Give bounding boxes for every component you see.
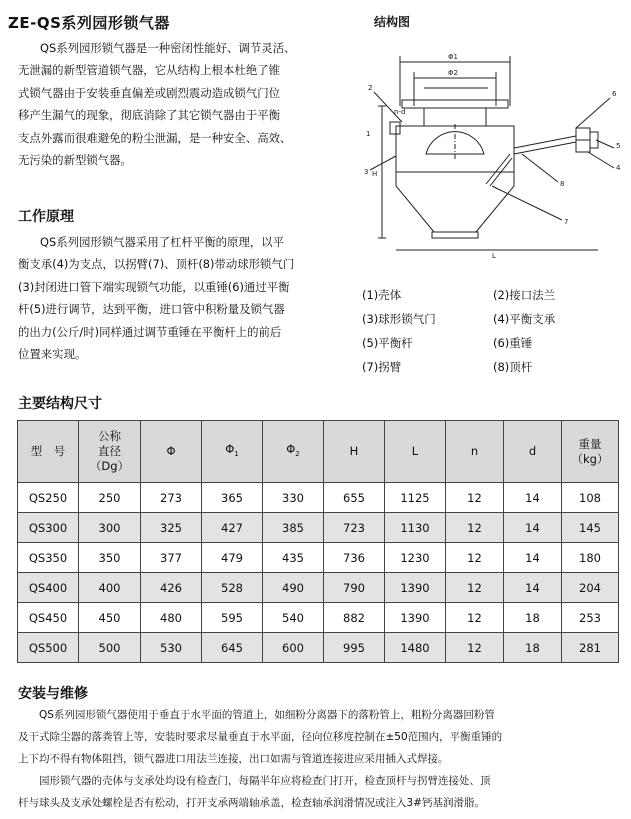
table-row	[18, 513, 619, 543]
intro-line: 无污染的新型锁气器。	[18, 153, 132, 168]
phi-symbol: Φ	[225, 441, 235, 456]
table-cell: QS300	[18, 513, 79, 543]
intro-line: 无泄漏的新型管道锁气器，它从结构上根本杜绝了锥	[18, 63, 280, 78]
col-header-d: d	[504, 421, 562, 483]
legend-item: (3)球形锁气门	[362, 312, 436, 326]
nd-label: n-d	[394, 108, 406, 116]
install-line: 杆与球头及支承处螺栓是否有松动，打开支承两端轴承盖，检查轴承润滑情况或注入3#钙基润滑脂。	[18, 797, 485, 809]
table-cell: 1480	[385, 633, 446, 663]
table-cell: 180	[562, 543, 619, 573]
legend-item: (2)接口法兰	[493, 288, 556, 302]
table-cell: 18	[504, 603, 562, 633]
table-cell: 645	[202, 633, 263, 663]
table-cell: 145	[562, 513, 619, 543]
dimensions-table	[17, 420, 619, 663]
table-cell: QS250	[18, 483, 79, 513]
install-line: 园形锁气器的壳体与支承处均设有检查门，每隔半年应将检查门打开，检查顶杆与拐臂连接处、顶	[18, 775, 491, 787]
principle-line: 位置来实现。	[18, 347, 87, 362]
table-cell: QS500	[18, 633, 79, 663]
intro-line: QS系列园形锁气器是一种密闭性能好、调节灵活、	[40, 41, 296, 55]
table-cell: 204	[562, 573, 619, 603]
table-cell: 350	[79, 543, 141, 573]
col-header-dg	[79, 421, 141, 483]
table-cell: 325	[141, 513, 202, 543]
principle-line: 的出力(公斤/时)同样通过调节重锤在平衡杆上的前后	[18, 324, 282, 339]
table-cell: 300	[79, 513, 141, 543]
callout-label: 6	[612, 90, 617, 98]
intro-line: 支点外露而很难避免的粉尘泄漏，是一种安全、高效、	[18, 130, 292, 145]
col-header-n: n	[446, 421, 504, 483]
page-title: ZE-QS系列园形锁气器	[8, 14, 170, 32]
table-cell: 14	[504, 513, 562, 543]
table-cell: 14	[504, 543, 562, 573]
header-line: 公称	[98, 429, 121, 443]
principle-line: QS系列园形锁气器采用了杠杆平衡的原理，以平	[40, 235, 285, 249]
col-header-weight	[562, 421, 619, 483]
install-title: 安装与维修	[18, 686, 88, 702]
table-cell: 14	[504, 483, 562, 513]
table-cell: 12	[446, 483, 504, 513]
table-cell: 479	[202, 543, 263, 573]
diagram-title: 结构图	[374, 15, 411, 29]
table-cell: 600	[263, 633, 324, 663]
principle-paragraph	[18, 231, 358, 365]
principle-line: 衡支承(4)为支点，以拐臂(7)、顶杆(8)带动球形锁气门	[18, 257, 295, 272]
table-cell: 1230	[385, 543, 446, 573]
table-cell: 435	[263, 543, 324, 573]
table-cell: 1390	[385, 603, 446, 633]
install-paragraph	[18, 704, 628, 814]
phi-symbol: Φ	[286, 441, 296, 456]
callout-label: 5	[616, 142, 621, 150]
header-line: （kg）	[571, 451, 609, 466]
table-cell: 790	[324, 573, 385, 603]
col-header-h: H	[324, 421, 385, 483]
table-cell: 12	[446, 603, 504, 633]
intro-line: 式锁气器由于安装垂直偏差或剧烈震动造成锁气门位	[18, 85, 280, 100]
table-cell: 450	[79, 603, 141, 633]
install-line: QS系列园形锁气器使用于垂直于水平面的管道上，如细粉分离器下的落粉管上，粗粉分离器回粉管	[18, 709, 495, 721]
table-cell: 530	[141, 633, 202, 663]
phi2-label: Φ2	[448, 69, 458, 77]
balance-lever	[514, 136, 576, 148]
table-cell: 12	[446, 573, 504, 603]
table-cell: 250	[79, 483, 141, 513]
table-cell: 12	[446, 633, 504, 663]
table-cell: 253	[562, 603, 619, 633]
table-cell: 281	[562, 633, 619, 663]
legend-row	[362, 331, 624, 355]
table-cell: 12	[446, 513, 504, 543]
table-cell: 1125	[385, 483, 446, 513]
legend-item: (8)顶杆	[493, 360, 533, 374]
table-cell: 330	[263, 483, 324, 513]
col-header-phi: Φ	[141, 421, 202, 483]
callout-label: 7	[564, 218, 569, 226]
header-line: 重量	[578, 436, 602, 451]
table-cell: 540	[263, 603, 324, 633]
intro-line: 移产生漏气的现象，彻底消除了其它锁气器由于平衡	[18, 108, 280, 123]
callout-label: 8	[560, 180, 565, 188]
principle-line: (3)封闭进口管下端实现锁气功能，以重锤(6)通过平衡	[18, 279, 290, 294]
table-cell: 500	[79, 633, 141, 663]
table-row	[18, 603, 619, 633]
intro-paragraph	[18, 37, 353, 171]
table-cell: 528	[202, 573, 263, 603]
header-line: 直径	[98, 444, 121, 458]
table-cell: 1390	[385, 573, 446, 603]
table-cell: 995	[324, 633, 385, 663]
table-cell: 14	[504, 573, 562, 603]
table-cell: 400	[79, 573, 141, 603]
table-cell: 595	[202, 603, 263, 633]
col-header-phi1	[202, 421, 263, 483]
table-cell: 723	[324, 513, 385, 543]
legend-item: (7)拐臂	[362, 360, 402, 374]
table-cell: QS450	[18, 603, 79, 633]
callout-label: 4	[616, 164, 621, 172]
phi1-label: Φ1	[448, 53, 458, 61]
table-cell: 365	[202, 483, 263, 513]
legend-item: (6)重锤	[493, 336, 533, 350]
parts-legend	[362, 283, 624, 379]
table-cell: 426	[141, 573, 202, 603]
table-row	[18, 483, 619, 513]
table-cell: 12	[446, 543, 504, 573]
principle-title: 工作原理	[18, 209, 74, 225]
table-header-row	[18, 421, 619, 483]
callout-label: 1	[366, 130, 371, 138]
table-cell: 108	[562, 483, 619, 513]
table-cell: 490	[263, 573, 324, 603]
table-cell: 882	[324, 603, 385, 633]
install-line: 及干式除尘器的落粪管上等，安装时要求尽量垂直于水平面，径向位移度控制在±50范围内，平衡重锤的	[18, 731, 503, 743]
col-header-phi2	[263, 421, 324, 483]
table-cell: 273	[141, 483, 202, 513]
col-header-l: L	[385, 421, 446, 483]
table-cell: 736	[324, 543, 385, 573]
legend-item: (5)平衡杆	[362, 336, 413, 350]
subscript: 2	[295, 449, 300, 458]
h-label: H	[372, 170, 378, 178]
header-line: （Dg）	[89, 459, 130, 473]
callout-label: 3	[364, 168, 369, 176]
legend-row	[362, 283, 624, 307]
table-cell: QS400	[18, 573, 79, 603]
subscript: 1	[234, 449, 239, 458]
legend-row	[362, 307, 624, 331]
table-cell: 655	[324, 483, 385, 513]
table-cell: 480	[141, 603, 202, 633]
legend-item: (1)壳体	[362, 288, 402, 302]
table-cell: 18	[504, 633, 562, 663]
dimensions-title: 主要结构尺寸	[18, 396, 102, 412]
table-row	[18, 543, 619, 573]
callout-label: 2	[368, 84, 373, 92]
table-row	[18, 633, 619, 663]
structure-diagram	[362, 36, 624, 260]
col-header-model: 型 号	[18, 421, 79, 483]
table-cell: 385	[263, 513, 324, 543]
table-cell: 1130	[385, 513, 446, 543]
table-cell: 377	[141, 543, 202, 573]
table-cell: QS350	[18, 543, 79, 573]
install-line: 上下均不得有物体阻挡，锁气器进口用法兰连接，出口如需与管道连接进应采用插入式焊接。	[18, 753, 449, 765]
legend-row	[362, 355, 624, 379]
table-cell: 427	[202, 513, 263, 543]
legend-item: (4)平衡支承	[493, 312, 556, 326]
table-row	[18, 573, 619, 603]
l-label: L	[492, 252, 496, 260]
principle-line: 杆(5)进行调节，达到平衡，进口管中积粉量及锁气器	[18, 302, 285, 317]
